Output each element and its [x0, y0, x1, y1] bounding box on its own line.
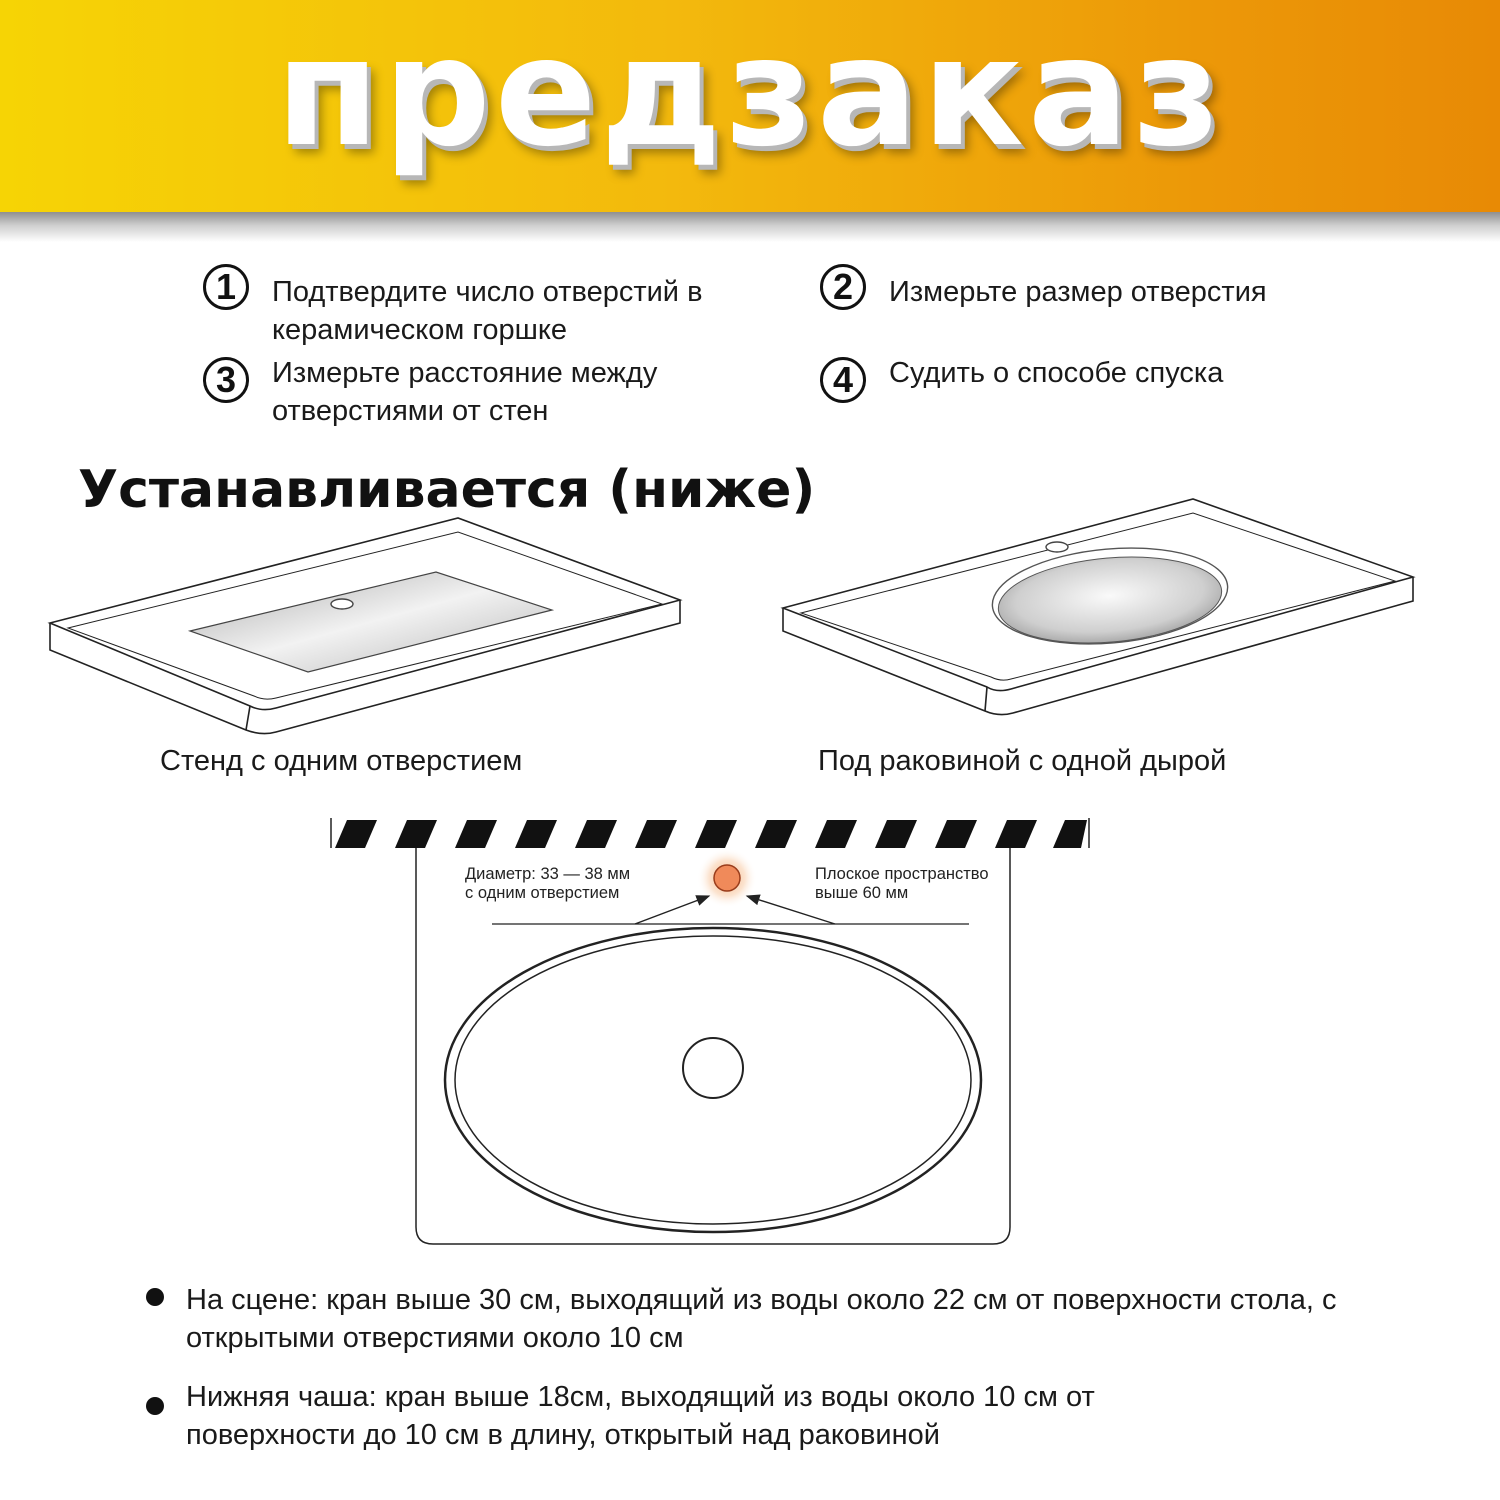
step-text-3: Измерьте расстояние между отверстиями от стен — [272, 357, 658, 427]
wall-hatch — [335, 820, 1087, 848]
countertop-oval-basin-illustration — [775, 493, 1425, 718]
caption-single-hole-stand: Стенд с одним отверстием — [160, 745, 523, 777]
space-label-line1: Плоское пространство — [815, 865, 989, 883]
diameter-label-line2: с одним отверстием — [465, 884, 620, 902]
basin-top-view-diagram — [325, 812, 1105, 1252]
banner-title: предзаказ — [275, 6, 1225, 180]
caption-under-sink-single-hole: Под раковиной с одной дырой — [818, 745, 1227, 777]
section-title: Устанавливается (ниже) — [78, 460, 816, 520]
step-text-1: Подтвердите число отверстий в керамическом горшке — [272, 276, 703, 346]
note-text-2: Нижняя чаша: кран выше 18см, выходящий из воды около 10 см от поверхности до 10 см в длину, открытый над раковиной — [186, 1381, 1095, 1451]
step-number-2: 2 — [820, 264, 866, 310]
step-text-4: Судить о способе спуска — [889, 357, 1224, 389]
faucet-hole — [714, 865, 740, 891]
diameter-arrow — [635, 896, 709, 924]
diameter-label-line1: Диаметр: 33 — 38 мм — [465, 865, 631, 883]
step-number-3: 3 — [203, 357, 249, 403]
bullet-icon — [146, 1397, 164, 1415]
step-number-1: 1 — [203, 264, 249, 310]
bullet-icon — [146, 1288, 164, 1306]
drain-hole — [683, 1038, 743, 1098]
banner-shadow — [0, 212, 1500, 242]
step-text-2: Измерьте размер отверстия — [889, 276, 1267, 308]
step-number-4: 4 — [820, 357, 866, 403]
space-label-line2: выше 60 мм — [815, 884, 909, 902]
countertop-rect-basin-illustration — [40, 510, 700, 740]
note-text-1: На сцене: кран выше 30 см, выходящий из воды около 22 см от поверхности стола, с открытыми отверстиями около 10 см — [186, 1284, 1337, 1354]
